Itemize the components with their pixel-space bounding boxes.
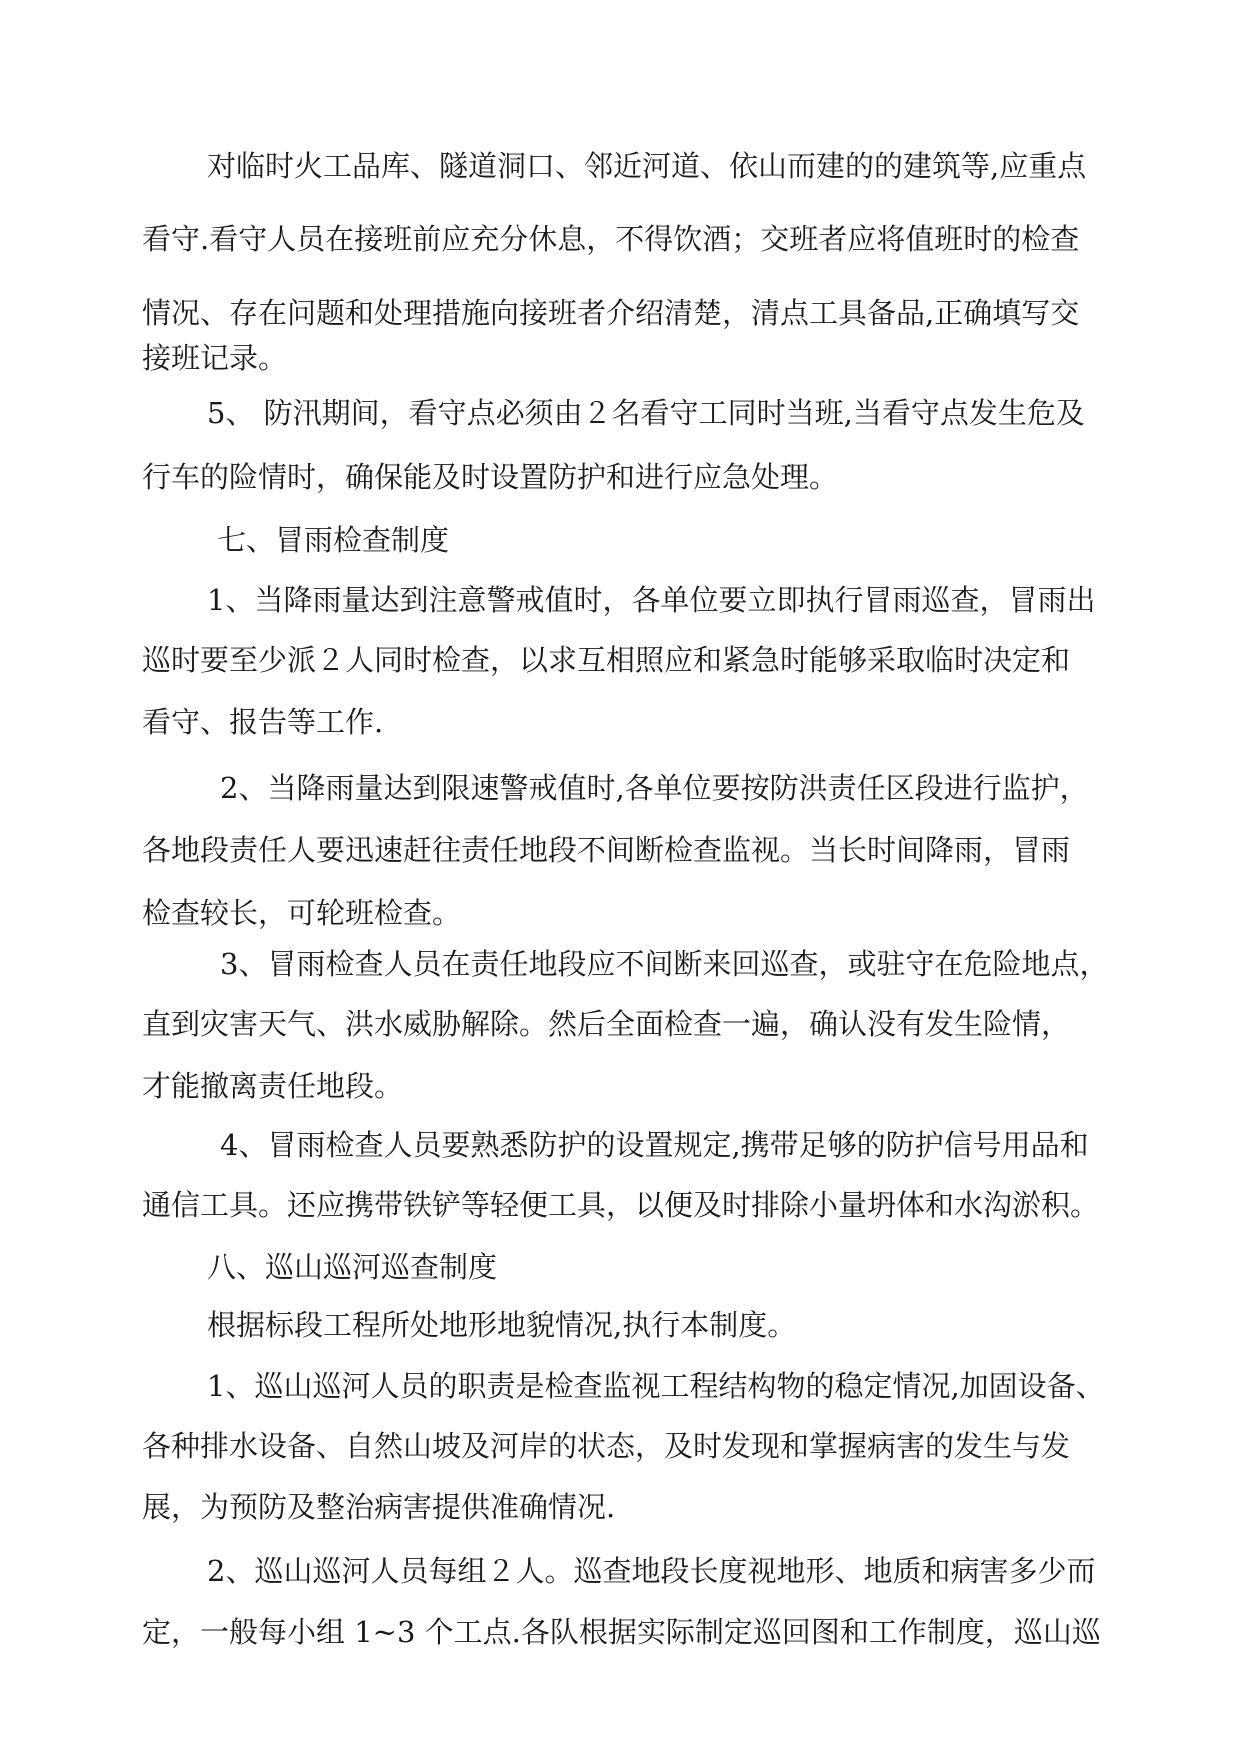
text-line: 行车的险情时，确保能及时设置防护和进行应急处理。 [142,460,839,494]
text-line: 通信工具。还应携带铁铲等轻便工具，以便及时排除小量坍体和水沟淤积。 [142,1188,1100,1222]
text-line: 2、当降雨量达到限速警戒值时,各单位要按防洪责任区段进行监护， [220,771,1089,805]
text-line: 情况、存在问题和处理措施向接班者介绍清楚，清点工具备品,正确填写交 [142,296,1080,330]
text-line: 2、巡山巡河人员每组２人。巡查地段长度视地形、地质和病害多少而 [207,1554,1096,1588]
section-heading: 七、冒雨检查制度 [217,523,450,557]
text-line: 1、当降雨量达到注意警戒值时，各单位要立即执行冒雨巡查，冒雨出 [207,583,1096,617]
text-line: 直到灾害天气、洪水威胁解除。然后全面检查一遍，确认没有发生险情， [142,1007,1071,1041]
text-line: 3、冒雨检查人员在责任地段应不间断来回巡查，或驻守在危险地点， [220,947,1109,981]
text-line: 巡时要至少派２人同时检查，以求互相照应和紧急时能够采取临时决定和 [142,643,1071,677]
text-line: 展，为预防及整治病害提供准确情况. [142,1490,616,1524]
text-line: 1、巡山巡河人员的职责是检查监视工程结构物的稳定情况,加固设备、 [207,1369,1105,1403]
text-line: 5、 防汛期间，看守点必须由２名看守工同时当班,当看守点发生危及 [207,396,1085,430]
text-line: 检查较长，可轮班检查。 [142,896,462,930]
section-heading: 八、巡山巡河巡查制度 [207,1250,498,1284]
text-line: 4、冒雨检查人员要熟悉防护的设置规定,携带足够的防护信号用品和 [220,1128,1089,1162]
text-line: 看守.看守人员在接班前应充分休息，不得饮酒；交班者应将值班时的检查 [142,222,1080,256]
text-line: 各地段责任人要迅速赶往责任地段不间断检查监视。当长时间降雨，冒雨 [142,833,1071,867]
text-line: 才能撤离责任地段。 [142,1069,404,1103]
text-line: 定，一般每小组 1~3 个工点.各队根据实际制定巡回图和工作制度，巡山巡 [142,1615,1101,1649]
text-line: 对临时火工品库、隧道洞口、邻近河道、依山而建的的建筑等,应重点 [207,149,1087,183]
text-line: 看守、报告等工作. [142,705,384,739]
text-line: 根据标段工程所处地形地貌情况,执行本制度。 [207,1308,797,1342]
text-line: 接班记录。 [142,341,288,375]
text-line: 各种排水设备、自然山坡及河岸的状态，及时发现和掌握病害的发生与发 [142,1429,1071,1463]
